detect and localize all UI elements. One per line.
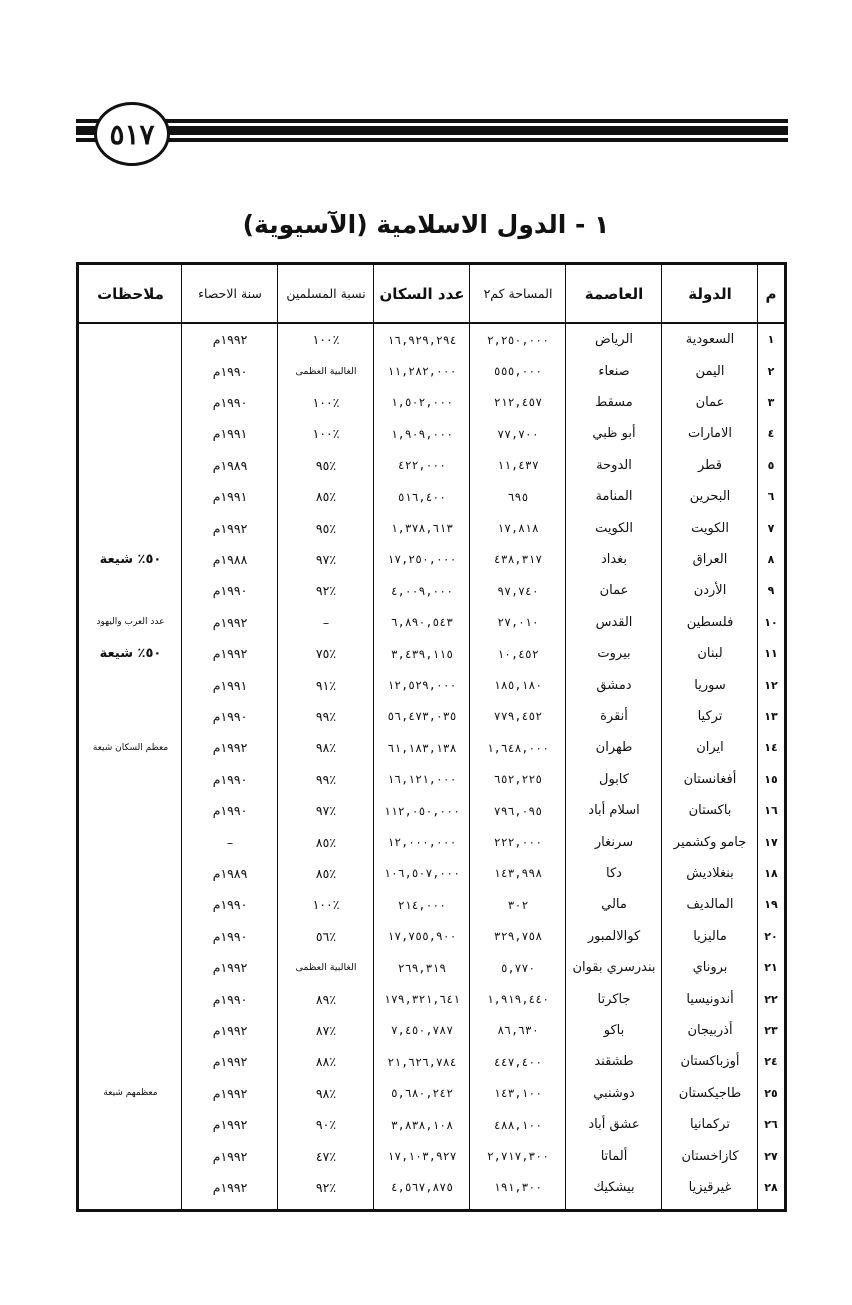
header-area: المساحة كم٢ bbox=[483, 286, 553, 301]
cell-country: سوريا bbox=[694, 677, 726, 693]
cell-capital: الدوحة bbox=[596, 457, 632, 473]
cell-capital: الرياض bbox=[594, 332, 634, 348]
cell-muslims: – bbox=[322, 614, 330, 630]
cell-area: ٩٧,٧٤٠ bbox=[497, 583, 539, 598]
cell-muslims: ٪٨٥ bbox=[315, 489, 337, 505]
cell-country: أفغانستان bbox=[683, 771, 737, 787]
cell-note bbox=[79, 512, 182, 543]
cell-n: ١٠ bbox=[764, 615, 778, 629]
cell-note bbox=[79, 355, 182, 386]
cell-n: ٢١ bbox=[764, 961, 778, 975]
cell-area: ٢,٧١٧,٣٠٠ bbox=[486, 1149, 550, 1164]
cell-n: ٤ bbox=[767, 427, 775, 441]
table-row bbox=[79, 952, 784, 983]
cell-capital: اسلام أباد bbox=[588, 803, 640, 819]
cell-n: ٢٧ bbox=[764, 1149, 778, 1163]
cell-n: ١١ bbox=[764, 647, 778, 661]
cell-capital: الكويت bbox=[595, 520, 633, 536]
cell-area: ١,٩١٩,٤٤٠ bbox=[486, 992, 550, 1007]
cell-note bbox=[79, 764, 182, 795]
cell-population: ١٦,١٢١,٠٠٠ bbox=[387, 772, 457, 787]
cell-muslims: ٪٨٩ bbox=[315, 991, 337, 1007]
table-row bbox=[79, 669, 784, 700]
cell-year: ١٩٩٢م bbox=[212, 1085, 248, 1101]
cell-capital: دكا bbox=[606, 865, 622, 881]
cell-n: ١ bbox=[767, 333, 775, 347]
cell-muslims: ٪١٠٠ bbox=[312, 426, 340, 442]
table-row bbox=[79, 1172, 784, 1203]
cell-country: طاجيكستان bbox=[678, 1085, 742, 1101]
cell-note bbox=[79, 826, 182, 857]
cell-country: كازاخستان bbox=[681, 1148, 739, 1164]
cell-area: ١٤٣,٩٩٨ bbox=[493, 866, 543, 881]
cell-population: ١٧,٧٥٥,٩٠٠ bbox=[387, 929, 457, 944]
cell-year: ١٩٨٩م bbox=[212, 865, 248, 881]
table-row bbox=[79, 387, 784, 418]
column-divider bbox=[565, 265, 566, 1209]
cell-capital: جاكرتا bbox=[597, 991, 631, 1007]
header-population: عدد السكان bbox=[379, 284, 465, 303]
cell-capital: بيروت bbox=[597, 646, 631, 662]
cell-n: ٢٤ bbox=[764, 1055, 778, 1069]
cell-country: أذربيجان bbox=[687, 1022, 733, 1038]
cell-n: ٨ bbox=[767, 552, 775, 566]
cell-capital: سرنغار bbox=[594, 834, 634, 850]
cell-year: ١٩٩٢م bbox=[212, 1054, 248, 1070]
table-row bbox=[79, 764, 784, 795]
cell-year: ١٩٩٢م bbox=[212, 1179, 248, 1195]
cell-country: تركمانيا bbox=[690, 1117, 730, 1133]
table-row bbox=[79, 418, 784, 449]
cell-population: ١,٣٧٨,٦١٣ bbox=[390, 521, 454, 536]
table-row bbox=[79, 921, 784, 952]
cell-note bbox=[79, 921, 182, 952]
cell-capital: بيشكيك bbox=[593, 1179, 635, 1195]
cell-country: فلسطين bbox=[686, 614, 734, 630]
cell-country: لبنان bbox=[697, 646, 723, 662]
cell-muslims: ٪١٠٠ bbox=[312, 394, 340, 410]
cell-capital: بندرسري بقوان bbox=[572, 960, 656, 976]
cell-year: ١٩٩١م bbox=[212, 426, 248, 442]
cell-year: ١٩٩٠م bbox=[212, 363, 248, 379]
cell-area: ١٠,٤٥٢ bbox=[497, 646, 539, 661]
header-capital: العاصمة bbox=[584, 284, 644, 303]
cell-capital: باكو bbox=[603, 1022, 625, 1038]
cell-muslims: ٪٩٨ bbox=[315, 740, 337, 756]
cell-area: ٢٧,٠١٠ bbox=[497, 615, 539, 630]
cell-n: ١٩ bbox=[764, 898, 778, 912]
cell-population: ٥,٦٨٠,٢٤٢ bbox=[390, 1086, 454, 1101]
header-country: الدولة bbox=[688, 284, 732, 303]
page-number: ٥١٧ bbox=[94, 102, 170, 166]
cell-capital: دوشنبي bbox=[593, 1085, 635, 1101]
column-divider bbox=[181, 265, 182, 1209]
column-divider bbox=[469, 265, 470, 1209]
table-row bbox=[79, 826, 784, 857]
cell-area: ٧٧,٧٠٠ bbox=[497, 426, 539, 441]
cell-year: ١٩٩٢م bbox=[212, 960, 248, 976]
table-row bbox=[79, 544, 784, 575]
cell-note bbox=[79, 1172, 182, 1203]
table-row bbox=[79, 324, 784, 355]
cell-area: ٤٨٨,١٠٠ bbox=[493, 1117, 543, 1132]
cell-note bbox=[79, 324, 182, 355]
cell-note bbox=[79, 858, 182, 889]
cell-capital: كوالالمبور bbox=[587, 928, 641, 944]
cell-country: الامارات bbox=[687, 426, 733, 442]
cell-n: ٢٠ bbox=[764, 929, 778, 943]
cell-note bbox=[79, 952, 182, 983]
cell-n: ٢٨ bbox=[764, 1180, 778, 1194]
cell-year: ١٩٩٢م bbox=[212, 646, 248, 662]
cell-muslims: ٪٩٢ bbox=[315, 583, 337, 599]
cell-population: ٢١,٦٢٦,٧٨٤ bbox=[387, 1054, 457, 1069]
cell-n: ١٤ bbox=[764, 741, 778, 755]
cell-capital: طشقند bbox=[594, 1054, 634, 1070]
page-title: ١ - الدول الاسلامية (الآسيوية) bbox=[242, 210, 610, 239]
header-rule bbox=[76, 116, 788, 146]
cell-year: ١٩٩٢م bbox=[212, 1148, 248, 1164]
table-row bbox=[79, 701, 784, 732]
cell-population: ١٧,١٠٣,٩٢٧ bbox=[387, 1149, 457, 1164]
table-row bbox=[79, 1140, 784, 1171]
cell-area: ١,٦٤٨,٠٠٠ bbox=[486, 740, 550, 755]
table-row bbox=[79, 481, 784, 512]
cell-population: ٤,٠٠٩,٠٠٠ bbox=[390, 583, 454, 598]
cell-muslims: ٪٨٨ bbox=[315, 1054, 337, 1070]
cell-note bbox=[79, 418, 182, 449]
cell-year: ١٩٩٠م bbox=[212, 803, 248, 819]
cell-note bbox=[79, 1046, 182, 1077]
cell-muslims: ٪٤٧ bbox=[315, 1148, 337, 1164]
table-body bbox=[79, 324, 784, 1209]
header-num: م bbox=[765, 284, 777, 303]
cell-year: ١٩٩٠م bbox=[212, 991, 248, 1007]
cell-muslims: ٪٩٩ bbox=[315, 771, 337, 787]
cell-country: جامو وكشمير bbox=[673, 834, 747, 850]
cell-country: اليمن bbox=[695, 363, 725, 379]
cell-n: ١٧ bbox=[764, 835, 778, 849]
cell-year: ١٩٩٠م bbox=[212, 583, 248, 599]
cell-area: ٧٧٩,٤٥٢ bbox=[493, 709, 543, 724]
cell-year: ١٩٩٠م bbox=[212, 394, 248, 410]
cell-muslims: ٪٩٩ bbox=[315, 708, 337, 724]
cell-year: ١٩٩١م bbox=[212, 489, 248, 505]
cell-year: ١٩٩٢م bbox=[212, 332, 248, 348]
cell-n: ٣ bbox=[767, 395, 775, 409]
cell-year: ١٩٩٢م bbox=[212, 614, 248, 630]
cell-n: ١٢ bbox=[764, 678, 778, 692]
cell-muslims: ٪١٠٠ bbox=[312, 332, 340, 348]
cell-population: ٦,٨٩٠,٥٤٣ bbox=[390, 615, 454, 630]
cell-muslims: ٪٩٠ bbox=[315, 1117, 337, 1133]
cell-note bbox=[79, 575, 182, 606]
cell-muslims: ٪٩٨ bbox=[315, 1085, 337, 1101]
cell-area: ٥,٧٧٠ bbox=[500, 960, 536, 975]
cell-country: المالديف bbox=[686, 897, 734, 913]
cell-capital: صنعاء bbox=[598, 363, 630, 379]
cell-population: ٥٦,٤٧٣,٠٣٥ bbox=[387, 709, 457, 724]
cell-n: ٩ bbox=[767, 584, 775, 598]
cell-muslims: ٪٩٢ bbox=[315, 1179, 337, 1195]
table-row bbox=[79, 1109, 784, 1140]
cell-muslims: ٪٧٥ bbox=[315, 646, 337, 662]
cell-population: ٤,٥٦٧,٨٧٥ bbox=[390, 1180, 454, 1195]
table-row bbox=[79, 638, 784, 669]
table-row bbox=[79, 450, 784, 481]
cell-n: ٢٢ bbox=[764, 992, 778, 1006]
cell-note bbox=[79, 701, 182, 732]
cell-country: السعودية bbox=[685, 332, 735, 348]
cell-n: ٢٥ bbox=[764, 1086, 778, 1100]
cell-note bbox=[79, 387, 182, 418]
cell-population: ١٠٦,٥٠٧,٠٠٠ bbox=[383, 866, 461, 881]
cell-n: ١٥ bbox=[764, 772, 778, 786]
table-row bbox=[79, 889, 784, 920]
cell-note: معظم السكان شيعة bbox=[92, 742, 169, 753]
cell-n: ٢٣ bbox=[764, 1023, 778, 1037]
cell-country: البحرين bbox=[689, 489, 731, 505]
cell-n: ٢٦ bbox=[764, 1118, 778, 1132]
cell-area: ٣٢٩,٧٥٨ bbox=[493, 929, 543, 944]
cell-n: ٧ bbox=[767, 521, 775, 535]
cell-note bbox=[79, 1109, 182, 1140]
cell-country: الكويت bbox=[691, 520, 729, 536]
table-row bbox=[79, 1015, 784, 1046]
table-row bbox=[79, 607, 784, 638]
cell-muslims: ٪٩٥ bbox=[315, 520, 337, 536]
table-row bbox=[79, 795, 784, 826]
header-notes: ملاحظات bbox=[97, 284, 164, 303]
cell-country: بنغلاديش bbox=[686, 865, 734, 881]
table-row bbox=[79, 355, 784, 386]
countries-table bbox=[76, 262, 787, 1212]
cell-country: باكستان bbox=[688, 803, 732, 819]
table-row bbox=[79, 732, 784, 763]
cell-population: ١٧,٢٥٠,٠٠٠ bbox=[387, 552, 457, 567]
cell-note: ٥٠٪ شيعة bbox=[99, 551, 162, 567]
column-divider bbox=[757, 265, 758, 1209]
table-header-row bbox=[79, 265, 784, 324]
cell-capital: مالي bbox=[601, 897, 627, 913]
column-divider bbox=[661, 265, 662, 1209]
table-row bbox=[79, 983, 784, 1014]
table-row bbox=[79, 858, 784, 889]
cell-muslims: ٪٨٥ bbox=[315, 865, 337, 881]
cell-population: ١٢,٥٢٩,٠٠٠ bbox=[387, 678, 457, 693]
cell-n: ٥ bbox=[767, 458, 775, 472]
cell-capital: بغداد bbox=[600, 551, 628, 567]
cell-population: ٣,٤٣٩,١١٥ bbox=[390, 646, 454, 661]
cell-population: ١٢,٠٠٠,٠٠٠ bbox=[387, 835, 457, 850]
cell-population: ١,٩٠٩,٠٠٠ bbox=[390, 426, 454, 441]
cell-note bbox=[79, 795, 182, 826]
cell-note bbox=[79, 450, 182, 481]
cell-population: ١١,٢٨٢,٠٠٠ bbox=[387, 364, 457, 379]
cell-muslims: ٪٩٧ bbox=[315, 803, 337, 819]
cell-country: غيرقيزيا bbox=[688, 1179, 732, 1195]
cell-note bbox=[79, 481, 182, 512]
cell-n: ٢ bbox=[767, 364, 775, 378]
cell-muslims: ٪٩٧ bbox=[315, 551, 337, 567]
cell-area: ٢١٢,٤٥٧ bbox=[493, 395, 543, 410]
cell-year: ١٩٩٢م bbox=[212, 1117, 248, 1133]
cell-capital: ألماتا bbox=[600, 1148, 628, 1164]
cell-capital: عشق أباد bbox=[588, 1117, 640, 1133]
cell-area: ١٤٣,١٠٠ bbox=[493, 1086, 543, 1101]
cell-capital: أبو ظبي bbox=[592, 426, 636, 442]
cell-country: أوزباكستان bbox=[680, 1054, 740, 1070]
cell-note: عدد العرب واليهود bbox=[96, 617, 165, 628]
cell-area: ١٩١,٣٠٠ bbox=[493, 1180, 543, 1195]
cell-area: ١٧,٨١٨ bbox=[497, 521, 539, 536]
cell-n: ١٨ bbox=[764, 866, 778, 880]
cell-note bbox=[79, 1015, 182, 1046]
table-row bbox=[79, 1078, 784, 1109]
cell-capital: أنقرة bbox=[600, 708, 628, 724]
cell-capital: طهران bbox=[595, 740, 633, 756]
cell-muslims: الغالبية العظمى bbox=[295, 962, 357, 974]
cell-country: ايران bbox=[696, 740, 724, 756]
cell-capital: القدس bbox=[595, 614, 633, 630]
cell-year: ١٩٩٢م bbox=[212, 740, 248, 756]
column-divider bbox=[277, 265, 278, 1209]
cell-area: ٤٣٨,٣١٧ bbox=[493, 552, 543, 567]
column-divider bbox=[373, 265, 374, 1209]
table-row bbox=[79, 575, 784, 606]
cell-note bbox=[79, 983, 182, 1014]
cell-year: ١٩٩٠م bbox=[212, 928, 248, 944]
cell-population: ٦١,١٨٣,١٣٨ bbox=[387, 740, 457, 755]
cell-population: ٢١٤,٠٠٠ bbox=[397, 897, 447, 912]
cell-country: قطر bbox=[697, 457, 723, 473]
cell-population: ٧,٤٥٠,٧٨٧ bbox=[390, 1023, 454, 1038]
cell-population: ١١٢,٠٥٠,٠٠٠ bbox=[383, 803, 461, 818]
cell-country: ماليزيا bbox=[693, 928, 727, 944]
cell-population: ٢٦٩,٣١٩ bbox=[397, 960, 447, 975]
cell-capital: عمان bbox=[599, 583, 629, 599]
cell-area: ٦٩٥ bbox=[507, 489, 529, 504]
cell-country: العراق bbox=[692, 551, 728, 567]
cell-area: ٥٥٥,٠٠٠ bbox=[493, 364, 543, 379]
cell-capital: كابول bbox=[599, 771, 629, 787]
cell-n: ١٦ bbox=[764, 804, 778, 818]
header-census-year: سنة الاحصاء bbox=[198, 286, 262, 301]
cell-muslims: ٪٨٥ bbox=[315, 834, 337, 850]
cell-year: ١٩٩٠م bbox=[212, 897, 248, 913]
cell-year: ١٩٩٠م bbox=[212, 771, 248, 787]
cell-country: تركيا bbox=[697, 708, 723, 724]
cell-muslims: ٪١٠٠ bbox=[312, 897, 340, 913]
cell-population: ١٧٩,٣٢١,٦٤١ bbox=[383, 992, 461, 1007]
cell-year: – bbox=[226, 834, 234, 850]
cell-area: ٨٦,٦٣٠ bbox=[497, 1023, 539, 1038]
cell-area: ٣٠٢ bbox=[507, 897, 529, 912]
cell-muslims: ٪٨٧ bbox=[315, 1022, 337, 1038]
cell-capital: دمشق bbox=[596, 677, 632, 693]
cell-capital: المنامة bbox=[595, 489, 633, 505]
cell-country: أندونيسيا bbox=[686, 991, 734, 1007]
cell-muslims: ٪٩١ bbox=[315, 677, 337, 693]
table-row bbox=[79, 1046, 784, 1077]
cell-year: ١٩٩١م bbox=[212, 677, 248, 693]
cell-area: ٤٤٧,٤٠٠ bbox=[493, 1054, 543, 1069]
cell-area: ٦٥٢,٢٢٥ bbox=[493, 772, 543, 787]
table-row bbox=[79, 512, 784, 543]
cell-note: ٥٠٪ شيعة bbox=[99, 646, 162, 662]
cell-n: ١٣ bbox=[764, 709, 778, 723]
cell-note: معظمهم شيعة bbox=[103, 1088, 158, 1099]
cell-year: ١٩٩٢م bbox=[212, 520, 248, 536]
cell-year: ١٩٩٠م bbox=[212, 708, 248, 724]
cell-n: ٦ bbox=[767, 490, 775, 504]
cell-muslims: ٪٥٦ bbox=[315, 928, 337, 944]
cell-year: ١٩٨٩م bbox=[212, 457, 248, 473]
cell-muslims: الغالبية العظمى bbox=[295, 365, 357, 377]
cell-note bbox=[79, 889, 182, 920]
cell-population: ١,٥٠٢,٠٠٠ bbox=[390, 395, 454, 410]
cell-year: ١٩٩٢م bbox=[212, 1022, 248, 1038]
cell-area: ٢,٢٥٠,٠٠٠ bbox=[486, 332, 550, 347]
cell-population: ٥١٦,٤٠٠ bbox=[397, 489, 447, 504]
cell-population: ٤٢٢,٠٠٠ bbox=[397, 458, 447, 473]
cell-note bbox=[79, 1140, 182, 1171]
header-muslims: نسبة المسلمين bbox=[286, 286, 366, 301]
cell-population: ٣,٨٣٨,١٠٨ bbox=[390, 1117, 454, 1132]
cell-capital: مسقط bbox=[595, 394, 633, 410]
cell-area: ٧٩٦,٠٩٥ bbox=[493, 803, 543, 818]
cell-note bbox=[79, 669, 182, 700]
cell-country: بروناي bbox=[692, 960, 728, 976]
cell-area: ٢٢٢,٠٠٠ bbox=[493, 835, 543, 850]
cell-country: الأردن bbox=[693, 583, 727, 599]
cell-population: ١٦,٩٢٩,٢٩٤ bbox=[387, 332, 457, 347]
cell-area: ١٨٥,١٨٠ bbox=[493, 678, 543, 693]
cell-area: ١١,٤٣٧ bbox=[497, 458, 539, 473]
cell-year: ١٩٨٨م bbox=[212, 551, 248, 567]
cell-country: عمان bbox=[695, 394, 725, 410]
cell-muslims: ٪٩٥ bbox=[315, 457, 337, 473]
